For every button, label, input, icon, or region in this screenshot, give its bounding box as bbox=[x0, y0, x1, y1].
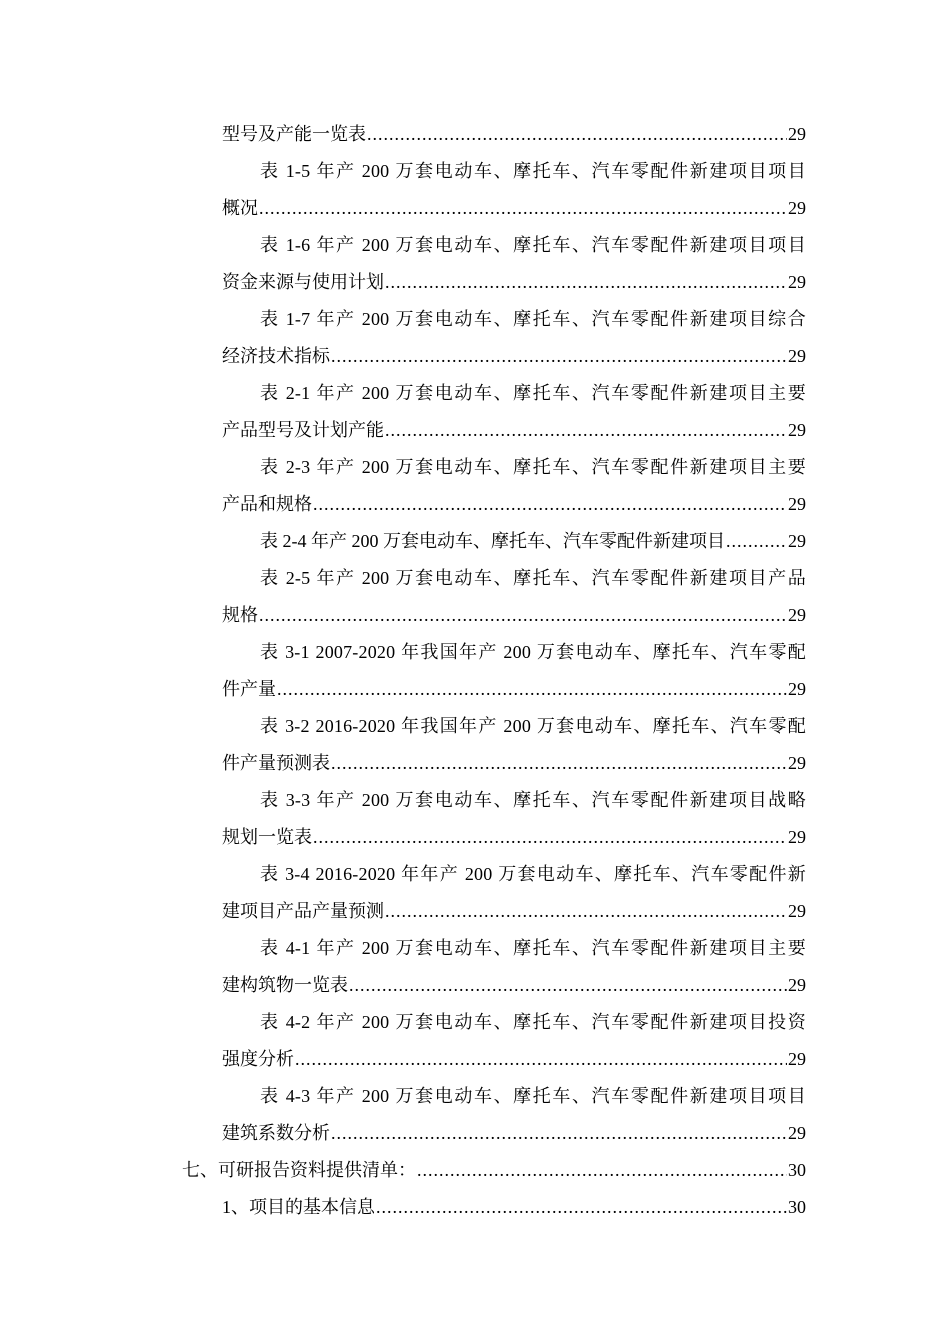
toc-entry[interactable] bbox=[0, 264, 950, 301]
toc-page-number: 30 bbox=[788, 1160, 806, 1180]
dot-leader bbox=[367, 116, 787, 153]
toc-entry-title-cont: 规划一览表 bbox=[222, 827, 312, 847]
toc-entry[interactable] bbox=[0, 486, 950, 523]
toc-page-number: 29 bbox=[788, 753, 806, 773]
toc-entry-head[interactable] bbox=[0, 1004, 950, 1041]
dot-leader bbox=[259, 597, 787, 634]
dot-leader bbox=[313, 486, 787, 523]
toc-entry-title-cont: 资金来源与使用计划 bbox=[222, 272, 384, 292]
toc-subsection[interactable] bbox=[0, 1189, 950, 1226]
toc-section-title: 七、可研报告资料提供清单： bbox=[182, 1160, 416, 1180]
dot-leader bbox=[313, 819, 787, 856]
toc-entry-title-cont: 产品型号及计划产能 bbox=[222, 420, 384, 440]
toc-page-number: 29 bbox=[788, 679, 806, 699]
toc-entry-title: 表 2-1 年产 200 万套电动车、摩托车、汽车零配件新建项目主要 bbox=[260, 383, 806, 403]
toc-entry-head[interactable] bbox=[0, 301, 950, 338]
toc-entry-title-cont: 建项目产品产量预测 bbox=[222, 901, 384, 921]
toc-entry-head[interactable] bbox=[0, 708, 950, 745]
toc-entry-title: 表 1-5 年产 200 万套电动车、摩托车、汽车零配件新建项目项目 bbox=[260, 161, 806, 181]
toc-entry[interactable] bbox=[0, 893, 950, 930]
toc-entry-head[interactable] bbox=[0, 930, 950, 967]
dot-leader bbox=[385, 264, 787, 301]
dot-leader bbox=[295, 1041, 787, 1078]
toc-entry[interactable] bbox=[0, 597, 950, 634]
toc-entry[interactable] bbox=[0, 967, 950, 1004]
toc-page-number: 29 bbox=[788, 1049, 806, 1069]
toc-page-number: 29 bbox=[788, 975, 806, 995]
toc-entry-head[interactable] bbox=[0, 449, 950, 486]
toc-entry[interactable] bbox=[0, 1041, 950, 1078]
toc-entry[interactable] bbox=[0, 1115, 950, 1152]
dot-leader bbox=[417, 1152, 787, 1189]
toc-entry[interactable] bbox=[0, 523, 950, 560]
toc-entry-title-cont: 建构筑物一览表 bbox=[222, 975, 348, 995]
toc-entry-title: 表 2-5 年产 200 万套电动车、摩托车、汽车零配件新建项目产品 bbox=[260, 568, 806, 588]
toc-entry-title: 表 1-7 年产 200 万套电动车、摩托车、汽车零配件新建项目综合 bbox=[260, 309, 806, 329]
table-of-contents bbox=[0, 116, 950, 1226]
dot-leader bbox=[726, 523, 787, 560]
toc-entry-title: 表 3-2 2016-2020 年我国年产 200 万套电动车、摩托车、汽车零配 bbox=[260, 716, 806, 736]
dot-leader bbox=[385, 412, 787, 449]
dot-leader bbox=[376, 1189, 787, 1226]
toc-entry-head[interactable] bbox=[0, 153, 950, 190]
toc-page-number: 29 bbox=[788, 531, 806, 551]
toc-entry[interactable] bbox=[0, 819, 950, 856]
toc-entry-title-cont: 件产量 bbox=[222, 679, 276, 699]
toc-entry-title-cont: 经济技术指标 bbox=[222, 346, 330, 366]
toc-entry-head[interactable] bbox=[0, 560, 950, 597]
dot-leader bbox=[331, 1115, 787, 1152]
toc-entry-title-cont: 件产量预测表 bbox=[222, 753, 330, 773]
toc-page-number: 29 bbox=[788, 346, 806, 366]
toc-entry-head[interactable] bbox=[0, 782, 950, 819]
toc-page-number: 29 bbox=[788, 605, 806, 625]
dot-leader bbox=[331, 338, 787, 375]
toc-entry[interactable] bbox=[0, 412, 950, 449]
toc-entry-title-cont: 规格 bbox=[222, 605, 258, 625]
toc-entry[interactable] bbox=[0, 745, 950, 782]
toc-page-number: 29 bbox=[788, 420, 806, 440]
toc-entry-title: 表 3-3 年产 200 万套电动车、摩托车、汽车零配件新建项目战略 bbox=[260, 790, 806, 810]
toc-page-number: 29 bbox=[788, 272, 806, 292]
toc-page-number: 29 bbox=[788, 494, 806, 514]
toc-entry-head[interactable] bbox=[0, 856, 950, 893]
toc-entry-title: 表 4-2 年产 200 万套电动车、摩托车、汽车零配件新建项目投资 bbox=[260, 1012, 806, 1032]
dot-leader bbox=[259, 190, 787, 227]
toc-entry-title-cont: 概况 bbox=[222, 198, 258, 218]
toc-entry[interactable] bbox=[0, 671, 950, 708]
toc-entry-title: 表 3-4 2016-2020 年年产 200 万套电动车、摩托车、汽车零配件新 bbox=[260, 864, 806, 884]
toc-page-number: 30 bbox=[788, 1197, 806, 1217]
toc-entry-head[interactable] bbox=[0, 375, 950, 412]
toc-entry-title-cont: 强度分析 bbox=[222, 1049, 294, 1069]
toc-page-number: 29 bbox=[788, 198, 806, 218]
toc-entry-title-cont: 产品和规格 bbox=[222, 494, 312, 514]
toc-entry[interactable] bbox=[0, 116, 950, 153]
toc-entry[interactable] bbox=[0, 190, 950, 227]
dot-leader bbox=[277, 671, 787, 708]
toc-entry-title-cont: 建筑系数分析 bbox=[222, 1123, 330, 1143]
toc-entry-title: 表 3-1 2007-2020 年我国年产 200 万套电动车、摩托车、汽车零配 bbox=[260, 642, 806, 662]
toc-page-number: 29 bbox=[788, 827, 806, 847]
toc-entry-title: 型号及产能一览表 bbox=[222, 124, 366, 144]
toc-section[interactable] bbox=[0, 1152, 950, 1189]
toc-entry-title: 表 4-1 年产 200 万套电动车、摩托车、汽车零配件新建项目主要 bbox=[260, 938, 806, 958]
toc-entry-title: 表 4-3 年产 200 万套电动车、摩托车、汽车零配件新建项目项目 bbox=[260, 1086, 806, 1106]
toc-page-number: 29 bbox=[788, 124, 806, 144]
toc-subsection-title: 1、项目的基本信息 bbox=[222, 1197, 375, 1217]
dot-leader bbox=[349, 967, 787, 1004]
toc-entry[interactable] bbox=[0, 338, 950, 375]
toc-entry-head[interactable] bbox=[0, 1078, 950, 1115]
toc-page-number: 29 bbox=[788, 1123, 806, 1143]
dot-leader bbox=[331, 745, 787, 782]
toc-entry-head[interactable] bbox=[0, 634, 950, 671]
toc-entry-title: 表 2-3 年产 200 万套电动车、摩托车、汽车零配件新建项目主要 bbox=[260, 457, 806, 477]
toc-entry-title: 表 1-6 年产 200 万套电动车、摩托车、汽车零配件新建项目项目 bbox=[260, 235, 806, 255]
dot-leader bbox=[385, 893, 787, 930]
toc-page-number: 29 bbox=[788, 901, 806, 921]
toc-entry-head[interactable] bbox=[0, 227, 950, 264]
toc-entry-title: 表 2-4 年产 200 万套电动车、摩托车、汽车零配件新建项目 bbox=[260, 531, 725, 551]
